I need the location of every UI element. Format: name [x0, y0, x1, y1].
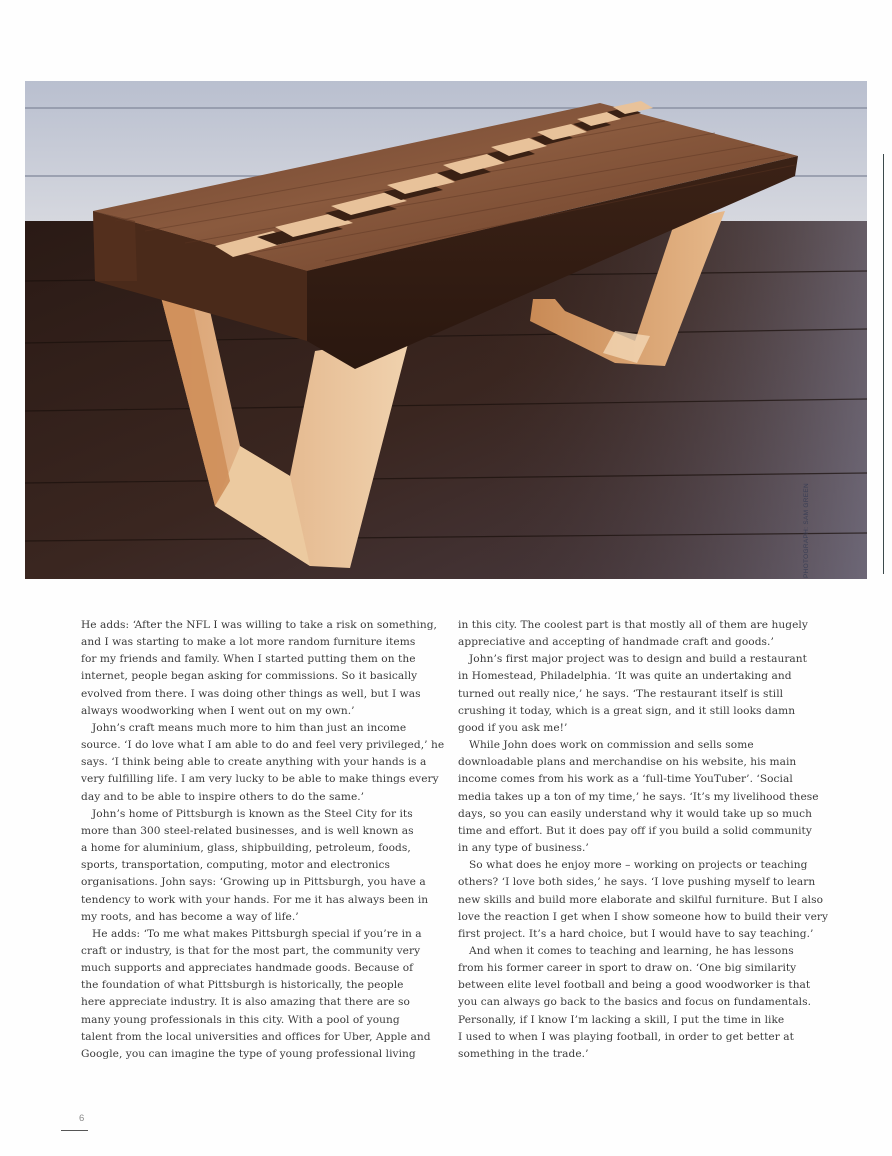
- article-line: first project. It’s a hard choice, but I would have to say teaching.’: [458, 927, 814, 940]
- article-line: While John does work on commission and sells some: [469, 739, 754, 752]
- article-line: good if you ask me!’: [458, 721, 568, 734]
- article-line: much supports and appreciates handmade goods. Because of: [81, 962, 414, 975]
- article-line: talent from the local universities and offices for Uber, Apple and: [81, 1030, 431, 1043]
- article-line: John’s home of Pittsburgh is known as the Steel City for its: [92, 807, 413, 820]
- article-line: organisations. John says: ‘Growing up in Pittsburgh, you have a: [81, 876, 426, 889]
- article-column-left: [81, 617, 445, 1063]
- article-line: So what does he enjoy more – working on projects or teaching: [469, 859, 808, 872]
- article-line: sports, transportation, computing, motor and electronics: [81, 859, 391, 872]
- article-line: craft or industry, is that for the most part, the community very: [81, 944, 421, 957]
- article-line: from his former career in sport to draw on. ‘One big similarity: [458, 962, 797, 975]
- article-line: in any type of business.’: [458, 842, 589, 855]
- article-line: always woodworking when I went out on my own.’: [81, 704, 355, 717]
- table-photo-illustration: [25, 81, 867, 579]
- article-line: And when it comes to teaching and learning, he has lessons: [469, 944, 794, 957]
- article-line: many young professionals in this city. With a pool of young: [81, 1013, 400, 1026]
- article-line: my roots, and has become a way of life.’: [81, 910, 299, 923]
- article-line: others? ‘I love both sides,’ he says. ‘I love pushing myself to learn: [458, 876, 816, 889]
- article-line: a home for aluminium, glass, shipbuilding, petroleum, foods,: [81, 842, 411, 855]
- article-line: crushing it today, which is a great sign, and it still looks damn: [458, 704, 796, 717]
- photo-credit: PHOTOGRAPH: SAM GREEN: [803, 482, 810, 578]
- article-column-right: [458, 617, 829, 1063]
- article-line: evolved from there. I was doing other things as well, but I was: [81, 687, 421, 700]
- article-line: in Homestead, Philadelphia. ‘It was quite an undertaking and: [458, 670, 792, 683]
- feature-photo-table: [25, 81, 867, 579]
- article-line: love the reaction I get when I show someone how to build their very: [458, 910, 829, 923]
- article-line: He adds: ‘After the NFL I was willing to take a risk on something,: [81, 619, 437, 631]
- article-line: you can always go back to the basics and focus on fundamentals.: [458, 996, 812, 1009]
- article-line: media takes up a ton of my time,’ he says. ‘It’s my livelihood these: [458, 790, 819, 803]
- article-line: John’s craft means much more to him than just an income: [92, 721, 407, 734]
- article-line: new skills and build more elaborate and skilful furniture. But I also: [458, 893, 824, 906]
- article-line: the foundation of what Pittsburgh is historically, the people: [81, 979, 404, 992]
- article-line: income comes from his work as a ‘full-time YouTuber’. ‘Social: [458, 773, 793, 786]
- article-line: something in the trade.’: [458, 1047, 589, 1060]
- page-number-rule: [61, 1130, 88, 1131]
- article-line: source. ‘I do love what I am able to do and feel very privileged,’ he: [81, 739, 445, 752]
- article-line: I used to when I was playing football, in order to get better at: [458, 1030, 794, 1043]
- article-line: time and effort. But it does pay off if you build a solid community: [458, 824, 812, 837]
- article-line: for my friends and family. When I started putting them on the: [81, 653, 416, 666]
- article-line: here appreciate industry. It is also amazing that there are so: [81, 996, 410, 1009]
- article-line: Personally, if I know I’m lacking a skill, I put the time in like: [458, 1013, 785, 1026]
- article-line: says. ‘I think being able to create anything with your hands is a: [81, 756, 427, 769]
- article-line: appreciative and accepting of handmade craft and goods.’: [458, 636, 774, 649]
- article-line: more than 300 steel-related businesses, and is well known as: [81, 824, 414, 837]
- article-line: turned out really nice,’ he says. ‘The restaurant itself is still: [458, 687, 784, 700]
- page-edge-rule: [883, 154, 884, 574]
- article-line: day and to be able to inspire others to do the same.’: [81, 790, 365, 803]
- article-line: Google, you can imagine the type of young professional living: [81, 1047, 416, 1060]
- article-line: John’s first major project was to design and build a restaurant: [469, 653, 807, 666]
- article-line: very fulfilling life. I am very lucky to be able to make things every: [81, 773, 439, 786]
- article-line: downloadable plans and merchandise on his website, his main: [458, 756, 797, 769]
- article-line: and I was starting to make a lot more random furniture items: [81, 636, 416, 649]
- article-line: He adds: ‘To me what makes Pittsburgh special if you’re in a: [92, 927, 422, 940]
- article-line: days, so you can easily understand why it would take up so much: [458, 807, 812, 820]
- article-line: internet, people began asking for commissions. So it basically: [81, 670, 418, 683]
- article-line: between elite level football and being a good woodworker is that: [458, 979, 811, 992]
- article-line: in this city. The coolest part is that mostly all of them are hugely: [458, 619, 808, 631]
- page-number: 6: [79, 1113, 85, 1124]
- article-line: tendency to work with your hands. For me it has always been in: [81, 893, 429, 906]
